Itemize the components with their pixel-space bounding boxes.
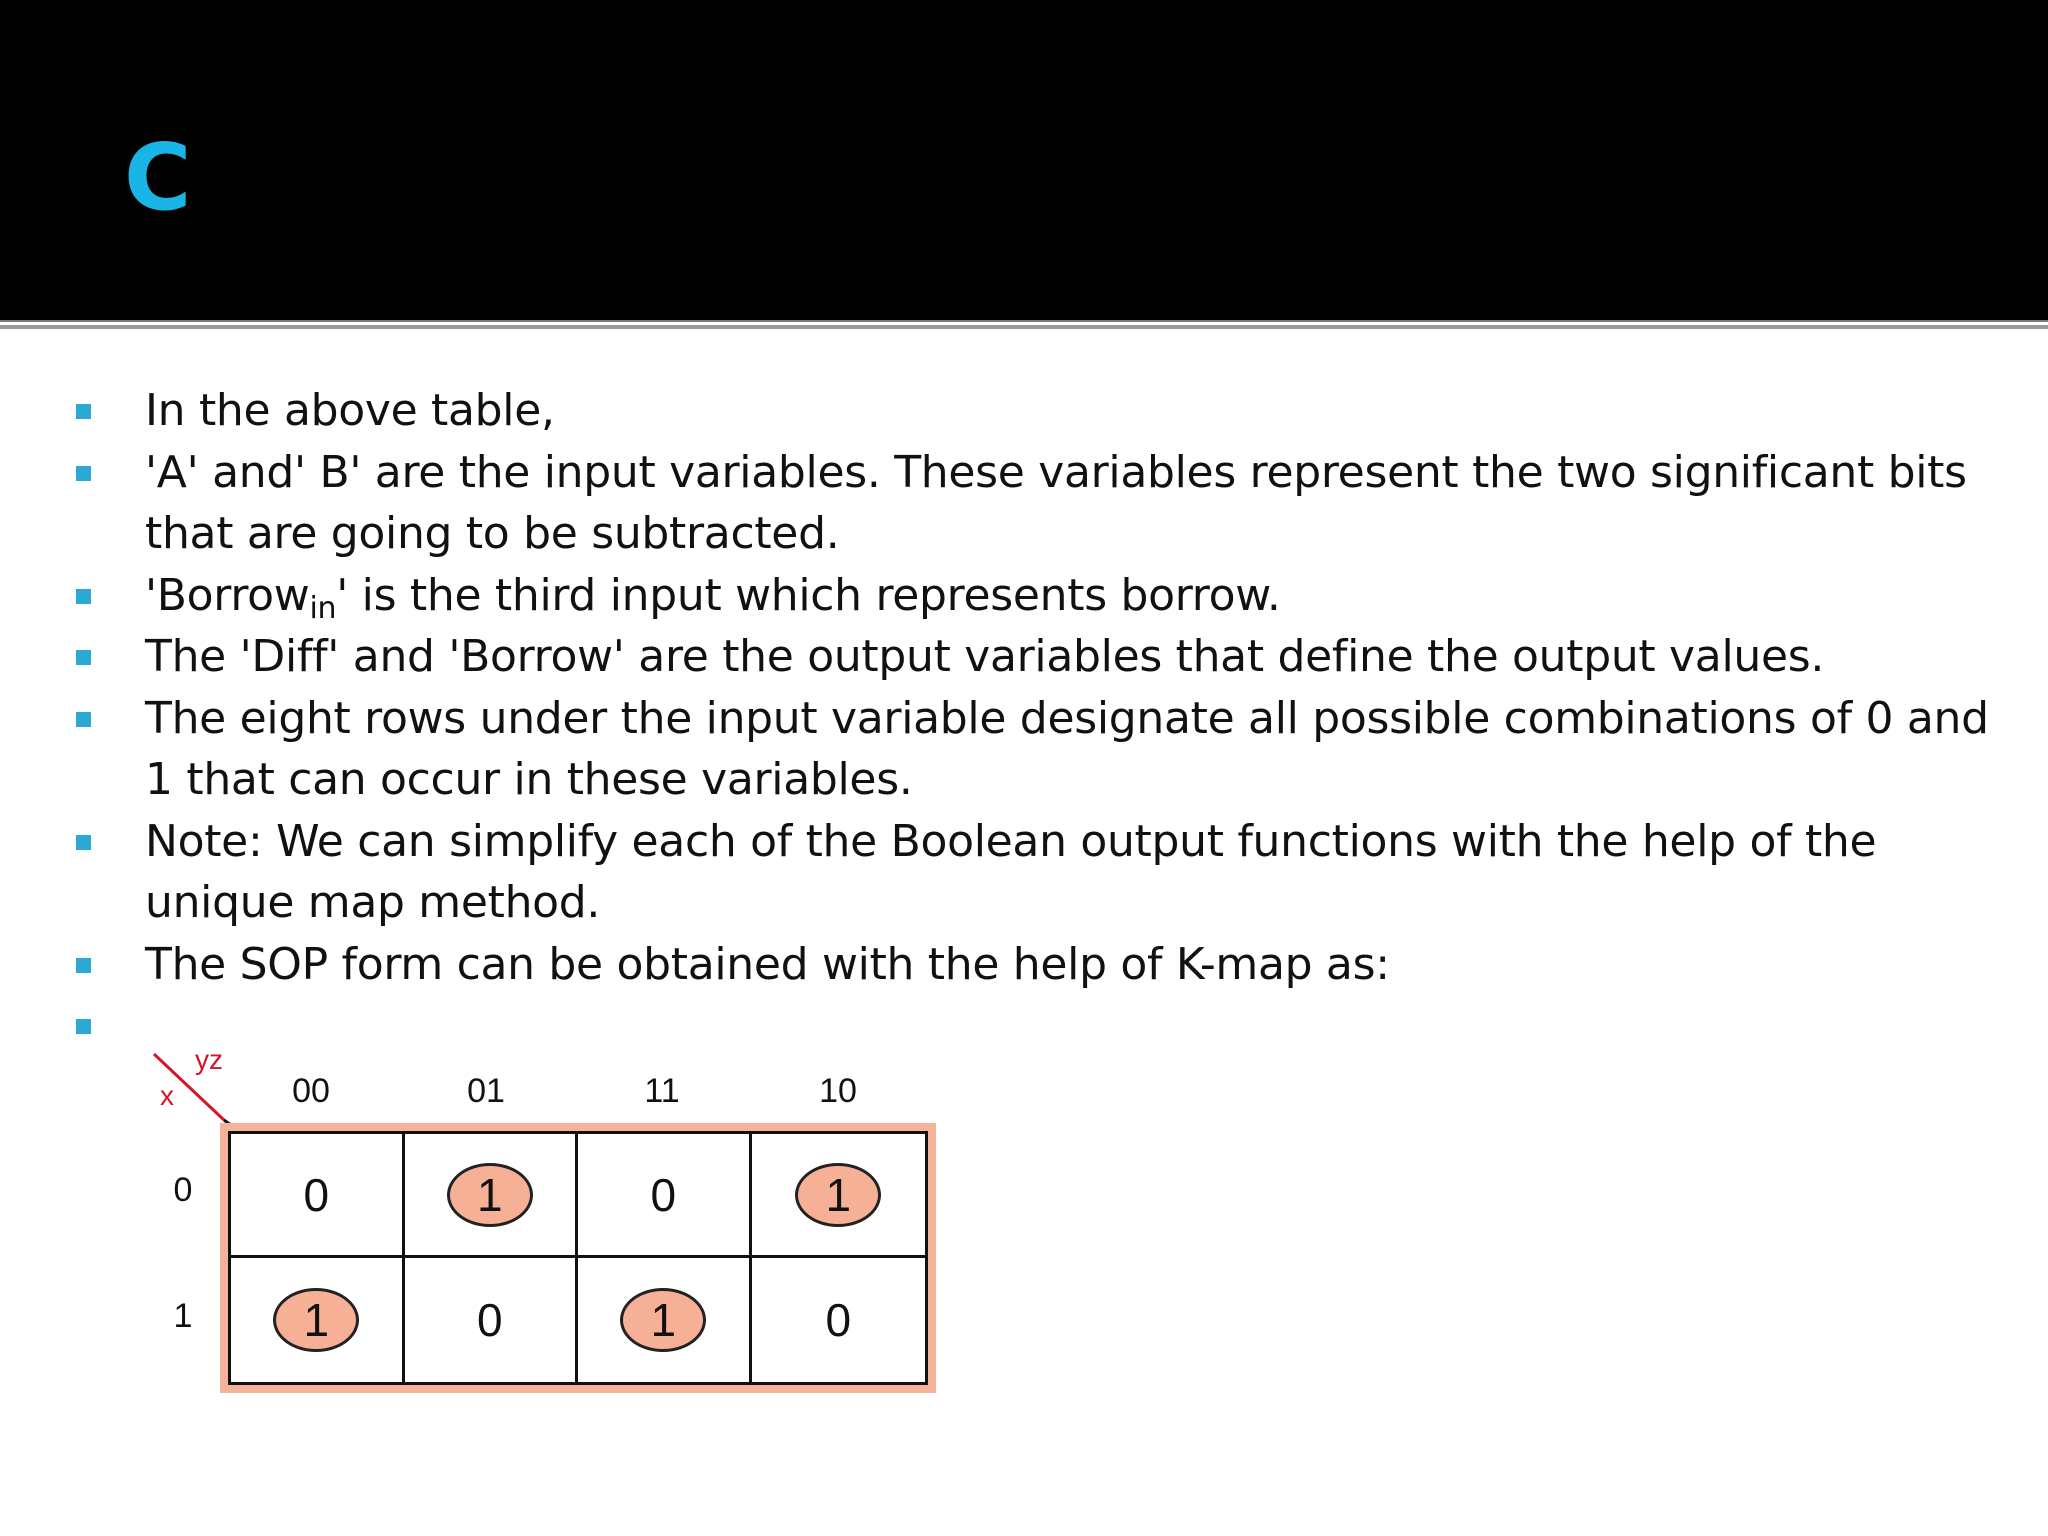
- bullet-text: Note: We can simplify each of the Boolean output functions with the help of the unique map method.: [145, 815, 1877, 928]
- kmap-corner-yz-label: yz: [195, 1044, 223, 1075]
- kmap-cell: [231, 1258, 405, 1382]
- header-divider: [0, 320, 2048, 334]
- bullet-item: [0, 688, 2048, 811]
- kmap-grid: [228, 1131, 928, 1385]
- square-bullet-icon: [76, 404, 91, 419]
- bullet-item: [0, 380, 2048, 442]
- square-bullet-icon: [76, 589, 91, 604]
- kmap-cell: [405, 1134, 579, 1258]
- kmap-column-label: 11: [644, 1072, 680, 1110]
- kmap-cell-value: 1: [303, 1294, 330, 1346]
- kmap-column-label: 10: [819, 1072, 857, 1110]
- kmap-cell: [405, 1258, 579, 1382]
- karnaugh-map: [140, 1040, 960, 1410]
- square-bullet-icon: [76, 835, 91, 850]
- kmap-cell-value: 0: [476, 1294, 503, 1346]
- kmap-cell: [578, 1258, 752, 1382]
- bullet-text: 'A' and' B' are the input variables. These variables represent the two significant bits that are going to be subtracted.: [145, 446, 1967, 559]
- kmap-row-label: 1: [173, 1297, 193, 1335]
- square-bullet-icon: [76, 958, 91, 973]
- slide-title: C: [124, 124, 192, 231]
- kmap-grid-highlight: [220, 1123, 936, 1393]
- kmap-column-label: 01: [467, 1072, 505, 1110]
- square-bullet-icon: [76, 650, 91, 665]
- bullet-item: [0, 934, 2048, 996]
- kmap-cell: [752, 1134, 926, 1258]
- bullet-text: In the above table,: [145, 385, 555, 436]
- square-bullet-icon: [76, 466, 91, 481]
- kmap-row-label: 0: [173, 1171, 193, 1209]
- kmap-cell-value: 0: [825, 1294, 852, 1346]
- bullet-list: [0, 380, 2048, 1057]
- bullet-text-post: ' is the third input which represents borrow.: [336, 569, 1281, 621]
- bullet-text: The 'Diff' and 'Borrow' are the output variables that define the output values.: [145, 631, 1825, 682]
- bullet-text: The SOP form can be obtained with the help of K-map as:: [145, 938, 1390, 990]
- bullet-item: [0, 442, 2048, 565]
- kmap-cell-value: 0: [303, 1168, 330, 1221]
- kmap-cell-value: 0: [650, 1168, 677, 1221]
- subscript-in: in: [309, 590, 337, 626]
- kmap-corner-x-label: x: [160, 1080, 174, 1111]
- bullet-text-pre: 'Borrow: [145, 569, 310, 621]
- kmap-cell-value: 1: [476, 1168, 503, 1221]
- bullet-item: [0, 626, 2048, 688]
- kmap-cell: [752, 1258, 926, 1382]
- kmap-cell: [231, 1134, 405, 1258]
- bullet-text: [145, 569, 1281, 626]
- square-bullet-icon: [76, 1019, 91, 1034]
- slide-header: [0, 0, 2048, 320]
- bullet-item: [0, 565, 2048, 627]
- bullet-text: The eight rows under the input variable designate all possible combinations of 0 and 1 that can occur in these variables.: [145, 692, 1989, 805]
- square-bullet-icon: [76, 712, 91, 727]
- kmap-cell-value: 1: [825, 1168, 852, 1221]
- bullet-item: [0, 811, 2048, 934]
- kmap-cell-value: 1: [650, 1294, 677, 1346]
- kmap-cell: [578, 1134, 752, 1258]
- kmap-column-label: 00: [292, 1072, 330, 1110]
